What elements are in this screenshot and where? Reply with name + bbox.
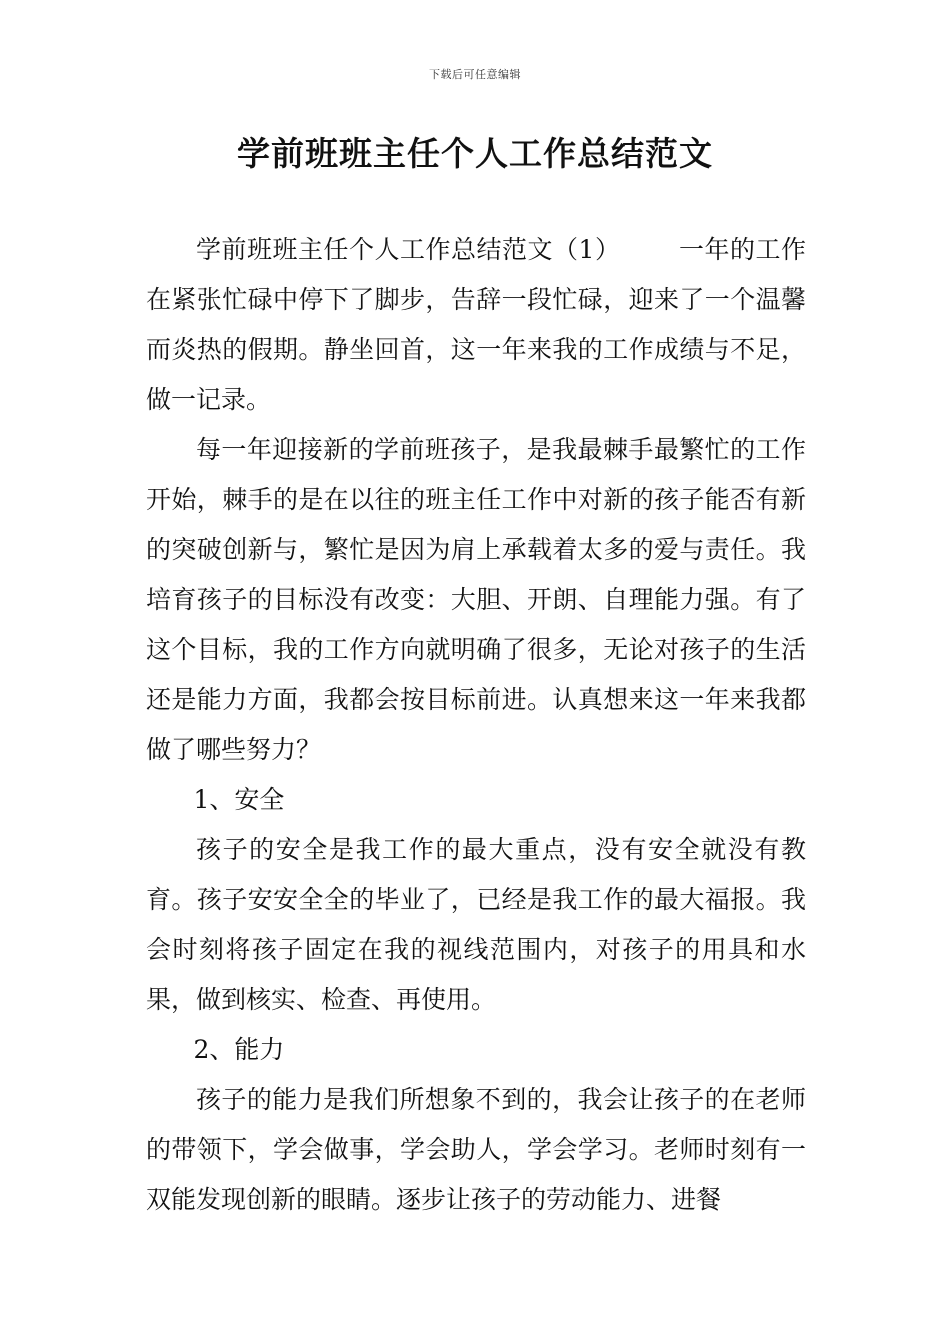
body-paragraph: 每一年迎接新的学前班孩子，是我最棘手最繁忙的工作开始，棘手的是在以往的班主任工作中对新的孩子能否有新的突破创新与，繁忙是因为肩上承载着太多的爱与责任。我培育孩子的目标没有改变：大胆、开朗、自理能力强。有了这个目标，我的工作方向就明确了很多，无论对孩子的生活还是能力方面，我都会按目标前进。认真想来这一年来我都做了哪些努力？ [146,435,806,764]
header-note: 下载后可任意编辑 [429,68,521,81]
document-body [146,225,806,1225]
document-title: 学前班班主任个人工作总结范文 [237,134,713,173]
intro-text: 一年的工作在紧张忙碌中停下了脚步，告辞一段忙碌，迎来了一个温馨而炎热的假期。静坐回首，这一年来我的工作成绩与不足，做一记录。 [146,235,806,414]
intro-subtitle: 学前班班主任个人工作总结范文（1） [196,235,621,264]
section-heading-safety: 1、安全 [193,785,285,814]
intro-paragraph [146,225,806,425]
section-heading-ability: 2、能力 [193,1035,285,1064]
section-text-safety: 孩子的安全是我工作的最大重点，没有安全就没有教育。孩子安安全全的毕业了，已经是我工作的最大福报。我会时刻将孩子固定在我的视线范围内，对孩子的用具和水果，做到核实、检查、再使用。 [146,835,806,1014]
section-text-ability: 孩子的能力是我们所想象不到的，我会让孩子的在老师的带领下，学会做事，学会助人，学会学习。老师时刻有一双能发现创新的眼睛。逐步让孩子的劳动能力、进餐 [146,1085,806,1214]
